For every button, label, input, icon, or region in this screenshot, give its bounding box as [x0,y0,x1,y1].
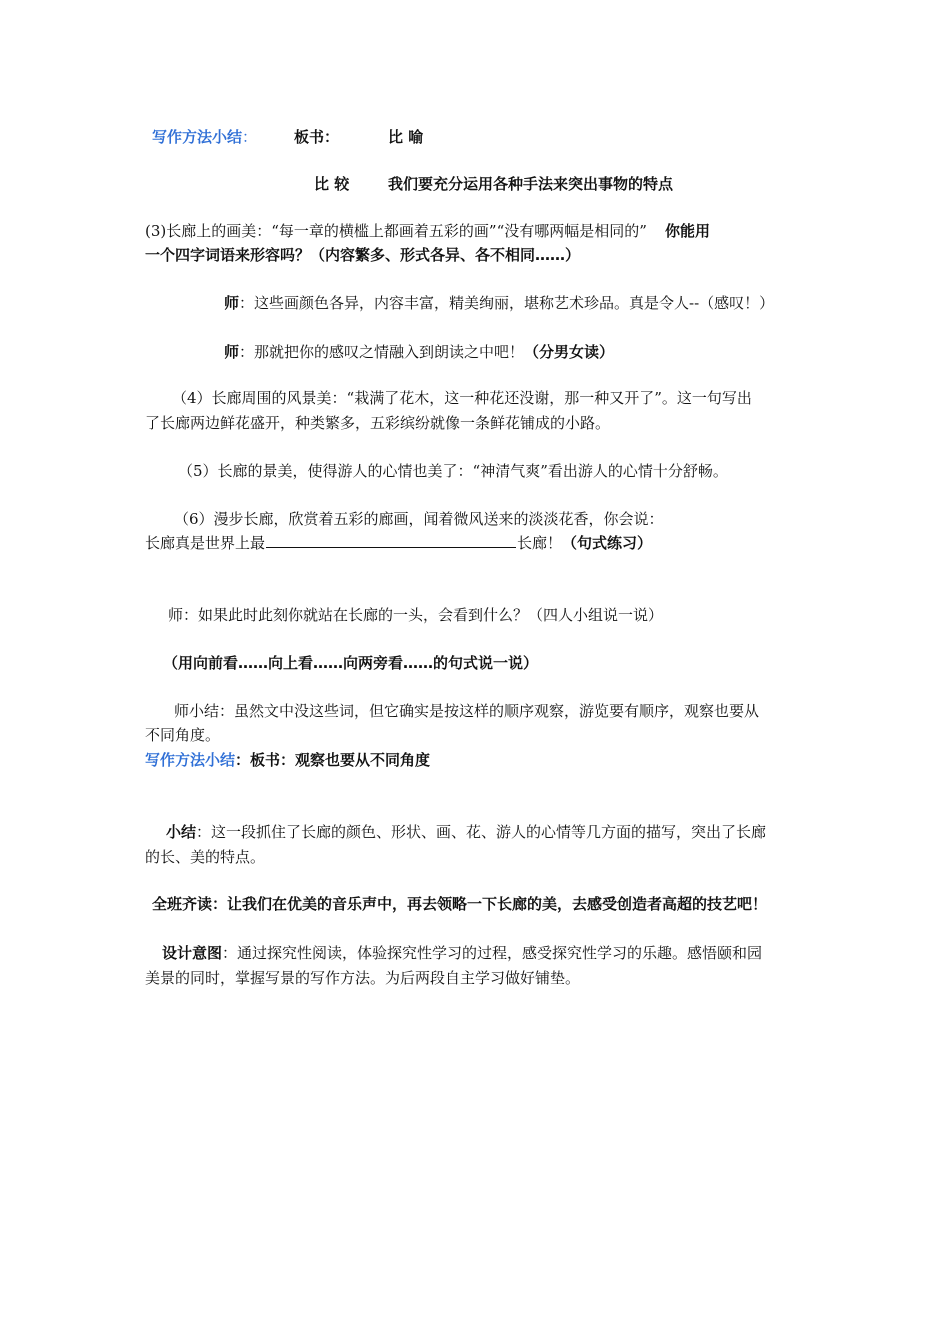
teacher-summary-line1: 师小结：虽然文中没这些词，但它确实是按这样的顺序观察，游览要有顺序，观察也要从 [174,702,760,720]
teacher3-line: 师：如果此时此刻你就站在长廊的一头，会看到什么？（四人小组说一说） [168,606,664,624]
teacher1-line [224,292,774,314]
p3-line2: 一个四字词语来形容吗？（内容繁多、形式各异、各不相同……） [145,246,581,264]
summary1-colon: ： [242,128,258,146]
summary2-board: ：板书：观察也要从不同角度 [235,751,431,769]
design-intent-label: 设计意图 [162,944,223,962]
p5-line1: （5）长廊的景美，使得游人的心情也美了：“神清气爽”看出游人的心情十分舒畅。 [178,462,728,480]
p6-line1: （6）漫步长廊，欣赏着五彩的廊画，闻着微风送来的淡淡花香，你会说： [174,510,664,528]
p3-line1 [145,220,710,242]
small-summary-label: 小结 [166,823,197,841]
class-read-line: 全班齐读：让我们在优美的音乐声中，再去领略一下长廊的美，去感受创造者高超的技艺吧！ [152,895,768,913]
sentence-pattern-hint: （用向前看……向上看……向两旁看……的句式说一说） [163,654,539,672]
teacher1-text: ：这些画颜色各异，内容丰富，精美绚丽，堪称艺术珍品。真是令人--（感叹！） [239,294,775,312]
teacher2-line [224,341,614,363]
small-summary-line1 [166,821,766,843]
p6-line2-bold: （句式练习） [562,534,653,552]
design-intent-text: ：通过探究性阅读，体验探究性学习的过程，感受探究性学习的乐趣。感悟颐和园 [222,944,763,962]
summary2-label: 写作方法小结 [145,751,236,769]
summary1-item2: 比 较 [314,175,350,193]
teacher2-label: 师 [224,343,240,361]
p3-line1-bold: 你能用 [664,222,710,240]
summary1-board-label: 板书： [294,128,340,146]
p6-line2 [145,532,652,554]
small-summary-line2: 的长、美的特点。 [145,848,266,866]
teacher1-label: 师 [224,294,240,312]
teacher2-text: ：那就把你的感叹之情融入到朗读之中吧！ [239,343,525,361]
teacher-summary-line2: 不同角度。 [145,726,221,744]
small-summary-text: ：这一段抓住了长廊的颜色、形状、画、花、游人的心情等几方面的描写，突出了长廊 [196,823,767,841]
p4-line1: （4）长廊周围的风景美：“栽满了花木，这一种花还没谢，那一种又开了”。这一句写出 [172,389,752,407]
design-intent-line1 [162,942,762,964]
p6-line2-start: 长廊真是世界上最 [145,534,266,552]
p3-line1-text: (3)长廊上的画美：“每一章的横槛上都画着五彩的画”“没有哪两幅是相同的” [145,222,647,240]
p4-line2: 了长廊两边鲜花盛开，种类繁多，五彩缤纷就像一条鲜花铺成的小路。 [145,414,611,432]
p6-line2-end: 长廊！ [517,534,563,552]
summary1-row [152,126,257,148]
summary1-label: 写作方法小结 [152,128,243,146]
design-intent-line2: 美景的同时，掌握写景的写作方法。为后两段自主学习做好铺垫。 [145,969,581,987]
teacher2-bold: （分男女读） [524,343,615,361]
summary2-row [145,749,430,771]
summary1-item1: 比 喻 [388,128,424,146]
summary1-note: 我们要充分运用各种手法来突出事物的特点 [388,175,674,193]
fill-in-blank [266,533,516,548]
